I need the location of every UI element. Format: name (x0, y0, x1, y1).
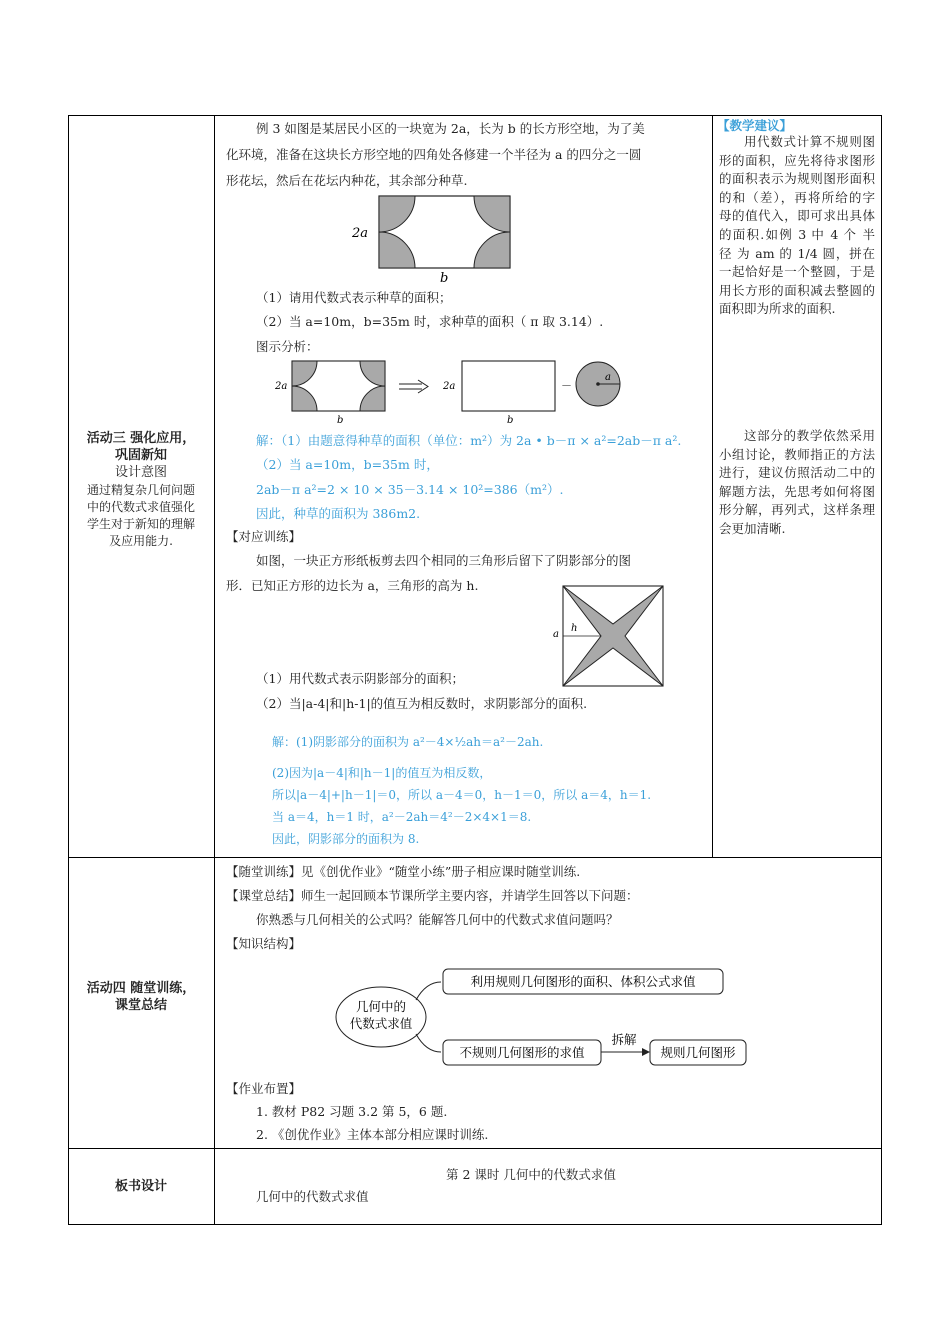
svg-text:2a: 2a (443, 381, 456, 392)
board-design-label: 板书设计 (114, 1179, 167, 1194)
svg-text:利用规则几何图形的面积、体积公式求值: 利用规则几何图形的面积、体积公式求值 (470, 974, 696, 989)
training-paragraph: 形．已知正方形的边长为 a，三角形的高为 h. (226, 578, 479, 593)
analysis-label: 图示分析： (256, 339, 319, 354)
activity4-title-line1: 活动四 随堂训练， (86, 981, 196, 996)
teaching-note-1: 用代数式计算不规则图形的面积，应先将待求图形的面积表示为规则图形面积的和（差），再将所给的字母的值代入，即可求出具体的面积.如例 3 中 4 个 半 径 为 am 的 1/4 圆，拼在一起恰好是一个整圆，于是用长方形的面积减去整圆的面积即为所求的面积. (719, 134, 875, 317)
svg-text:a: a (605, 372, 611, 383)
training-solution-line: (2)因为|a－4|和|h－1|的值互为相反数， (272, 766, 492, 780)
svg-text:b: b (507, 415, 514, 426)
solution-line: 解：（1）由题意得种草的面积（单位：m²）为 2a • b－π × a²=2ab－π a². (256, 433, 682, 448)
solution-line: 2ab－π a²=2 × 10 × 35－3.14 × 10²=386（m²）. (256, 482, 564, 497)
activity4-title-line2: 课堂总结 (114, 998, 167, 1013)
svg-text:拆解: 拆解 (611, 1032, 637, 1047)
design-intent-label: 设计意图 (114, 465, 167, 480)
table-left-border (68, 115, 69, 1225)
svg-text:h: h (571, 623, 578, 634)
activity3-title-line2: 巩固新知 (114, 448, 167, 463)
col-divider-1 (214, 115, 215, 1225)
table-bottom-border (68, 1224, 882, 1225)
svg-text:a: a (553, 629, 559, 640)
training-question-2: （2）当|a-4|和|h-1|的值互为相反数时，求阴影部分的面积. (256, 696, 588, 711)
fig-label-b: b (440, 271, 449, 285)
training-solution-line: 因此，阴影部分的面积为 8. (272, 832, 420, 846)
example3-question-2: （2）当 a=10m，b=35m 时，求种草的面积（ π 取 3.14）. (256, 314, 604, 329)
training-figure (550, 582, 665, 690)
training-solution-line: 当 a＝4，h＝1 时，a²－2ah＝4²－2×4×1＝8. (272, 810, 532, 824)
example3-paragraph: 例 3 如图是某居民小区的一块宽为 2a，长为 b 的长方形空地，为了美 (256, 121, 645, 136)
solution-line: （2）当 a=10m，b=35m 时， (256, 457, 439, 472)
training-solution-line: 所以|a－4|+|h－1|＝0，所以 a－4＝0，h－1＝0，所以 a＝4，h＝1. (272, 788, 652, 802)
design-intent-line: 通过精复杂几何问题 (86, 483, 195, 497)
design-intent-line: 中的代数式求值强化 (86, 500, 195, 514)
teaching-notes-header: 【教学建议】 (717, 118, 793, 133)
svg-text:－: － (561, 379, 572, 392)
col-divider-2 (712, 115, 713, 858)
design-intent-line: 及应用能力. (109, 534, 173, 548)
svg-text:几何中的: 几何中的 (355, 999, 407, 1014)
training-solution-line: 解：(1)阴影部分的面积为 a²－4×½ah＝a²－2ah. (272, 735, 544, 749)
svg-text:不规则几何图形的求值: 不规则几何图形的求值 (459, 1045, 585, 1060)
class-summary-line: 【课堂总结】师生一起回顾本节课所学主要内容，并请学生回答以下问题： (226, 888, 639, 903)
table-right-border (881, 115, 882, 1225)
training-paragraph: 如图，一块正方形纸板剪去四个相同的三角形后留下了阴影部分的图 (256, 553, 632, 568)
homework-item: 2. 《创优作业》主体本部分相应课时训练. (256, 1127, 489, 1142)
knowledge-map (330, 960, 750, 1072)
training-label: 【对应训练】 (226, 529, 302, 544)
example3-figure (350, 190, 520, 285)
svg-text:规则几何图形: 规则几何图形 (660, 1045, 736, 1060)
activity3-title-line1: 活动三 强化应用， (86, 431, 196, 446)
example3-paragraph: 形花坛，然后在花坛内种花，其余部分种草. (226, 173, 468, 188)
board-title: 第 2 课时 几何中的代数式求值 (446, 1167, 616, 1182)
training-question-1: （1）用代数式表示阴影部分的面积； (256, 671, 464, 686)
solution-line: 因此，种草的面积为 386m2. (256, 506, 421, 521)
svg-text:2a: 2a (275, 381, 288, 392)
table-top-border (68, 115, 882, 116)
fig-label-2a: 2a (352, 226, 369, 241)
practice-line: 【随堂训练】见《创优作业》“随堂小练”册子相应课时随堂训练. (226, 864, 581, 879)
homework-item: 1. 教材 P82 习题 3.2 第 5，6 题. (256, 1104, 448, 1119)
board-subtitle: 几何中的代数式求值 (256, 1189, 369, 1204)
row-divider-2 (68, 1148, 882, 1149)
analysis-figure (272, 356, 632, 426)
svg-text:代数式求值: 代数式求值 (349, 1016, 413, 1031)
homework-label: 【作业布置】 (226, 1081, 302, 1096)
knowledge-structure-label: 【知识结构】 (226, 936, 302, 951)
example3-question-1: （1）请用代数式表示种草的面积； (256, 290, 452, 305)
example3-paragraph: 化环境，准备在这块长方形空地的四角处各修建一个半径为 a 的四分之一圆 (226, 147, 642, 162)
summary-question: 你熟悉与几何相关的公式吗？能解答几何中的代数式求值问题吗？ (256, 912, 619, 927)
design-intent-line: 学生对于新知的理解 (86, 517, 195, 531)
row-divider-1 (68, 857, 882, 858)
teaching-note-2: 这部分的教学依然采用小组讨论，教师指正的方法进行，建议仿照活动二中的解题方法，先思考如何将图形分解，再列式，这样条理会更加清晰. (719, 428, 875, 536)
svg-text:b: b (337, 415, 344, 426)
